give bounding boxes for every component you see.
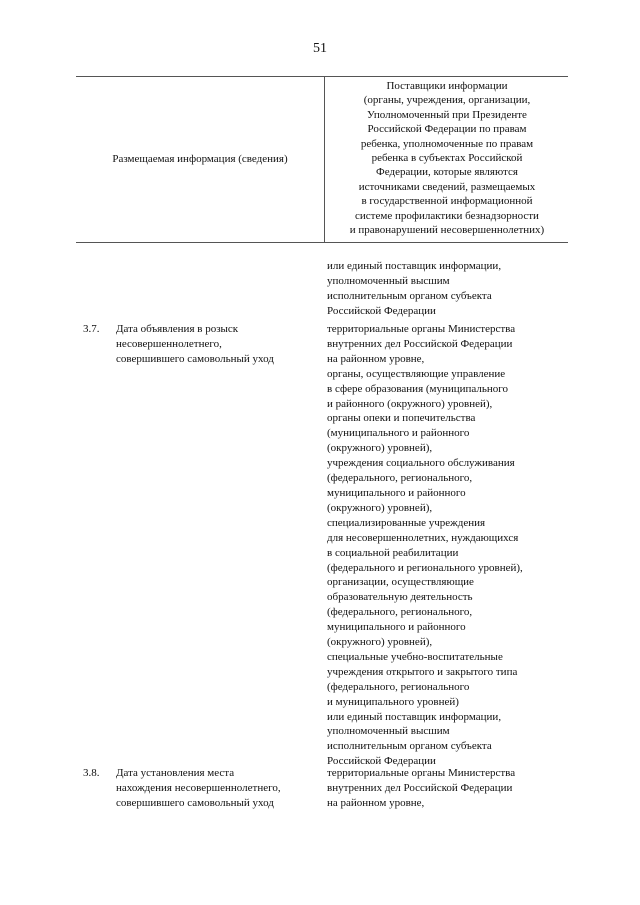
supplier-line: на районном уровне, <box>327 796 425 809</box>
supplier-line: (федерального, регионального, <box>327 472 473 485</box>
row-number: 3.7. <box>83 323 100 335</box>
supplier-line: в социальной реабилитации <box>327 546 459 559</box>
supplier-line: Российской Федерации <box>327 755 436 768</box>
supplier-line: Российской Федерации <box>327 304 436 317</box>
supplier-line: на районном уровне, <box>327 352 425 365</box>
header-suppliers-column <box>326 79 568 237</box>
info-line: совершившего самовольный уход <box>116 796 274 809</box>
supplier-line: внутренних дел Российской Федерации <box>327 337 513 350</box>
supplier-line: учреждения открытого и закрытого типа <box>327 665 518 678</box>
header-bottom-rule <box>76 242 568 243</box>
supplier-line: исполнительным органом субъекта <box>327 740 492 753</box>
info-line: Дата объявления в розыск <box>116 323 239 335</box>
info-line: нахождения несовершеннолетнего, <box>116 781 281 794</box>
supplier-line: организации, осуществляющие <box>327 576 474 589</box>
continuation-suppliers <box>327 259 567 319</box>
row-suppliers <box>327 322 567 769</box>
supplier-line: уполномоченный высшим <box>327 274 450 287</box>
header-line: системе профилактики безнадзорности <box>355 209 539 222</box>
supplier-line: учреждения социального обслуживания <box>327 457 515 470</box>
row-info-name <box>116 766 320 811</box>
header-line: в государственной информационной <box>361 195 533 208</box>
supplier-line: в сфере образования (муниципального <box>327 382 509 395</box>
supplier-line: муниципального и районного <box>327 621 466 634</box>
supplier-line: внутренних дел Российской Федерации <box>327 781 513 794</box>
header-line: ребенка в субъектах Российской <box>371 152 523 165</box>
header-line: Федерации, которые являются <box>376 166 518 179</box>
header-line: ребенка, уполномоченные по правам <box>360 137 534 150</box>
info-line: совершившего самовольный уход <box>116 352 274 365</box>
header-line: (органы, учреждения, организации, <box>363 94 531 107</box>
row-info-name <box>116 322 320 367</box>
supplier-line: органы, осуществляющие управление <box>327 367 506 380</box>
supplier-line: территориальные органы Министерства <box>327 767 516 779</box>
supplier-line: (окружного) уровней), <box>327 636 433 649</box>
supplier-line: образовательную деятельность <box>327 591 473 604</box>
table-top-rule <box>76 76 568 77</box>
header-line: Уполномоченный при Президенте <box>367 108 527 121</box>
header-line: и правонарушений несовершеннолетних) <box>349 224 545 237</box>
supplier-line: специализированные учреждения <box>327 516 486 529</box>
supplier-line: или единый поставщик информации, <box>327 710 502 723</box>
supplier-line: или единый поставщик информации, <box>327 260 502 272</box>
supplier-line: органы опеки и попечительства <box>327 412 476 425</box>
supplier-line: (окружного) уровней), <box>327 501 433 514</box>
header-info-column: Размещаемая информация (сведения) <box>112 153 288 165</box>
supplier-line: (федерального, регионального <box>327 680 470 693</box>
header-line: источниками сведений, размещаемых <box>358 180 536 193</box>
page-number: 51 <box>313 41 327 56</box>
info-line: Дата установления места <box>116 767 235 779</box>
header-line: Российской Федерации по правам <box>367 123 527 136</box>
supplier-line: специальные учебно-воспитательные <box>327 650 503 663</box>
supplier-line: для несовершеннолетних, нуждающихся <box>327 531 519 544</box>
supplier-line: уполномоченный высшим <box>327 725 450 738</box>
supplier-line: исполнительным органом субъекта <box>327 289 492 302</box>
header-column-divider <box>324 76 325 243</box>
supplier-line: территориальные органы Министерства <box>327 323 516 335</box>
header-line: Поставщики информации <box>386 80 508 92</box>
row-suppliers <box>327 766 567 811</box>
supplier-line: (федерального, регионального, <box>327 606 473 619</box>
supplier-line: и районного (окружного) уровней), <box>327 397 493 410</box>
supplier-line: (окружного) уровней), <box>327 442 433 455</box>
row-number: 3.8. <box>83 767 100 779</box>
supplier-line: муниципального и районного <box>327 486 466 499</box>
supplier-line: (муниципального и районного <box>327 427 470 440</box>
info-line: несовершеннолетнего, <box>116 337 222 350</box>
supplier-line: (федерального и регионального уровней), <box>327 561 523 574</box>
supplier-line: и муниципального уровней) <box>327 695 459 708</box>
